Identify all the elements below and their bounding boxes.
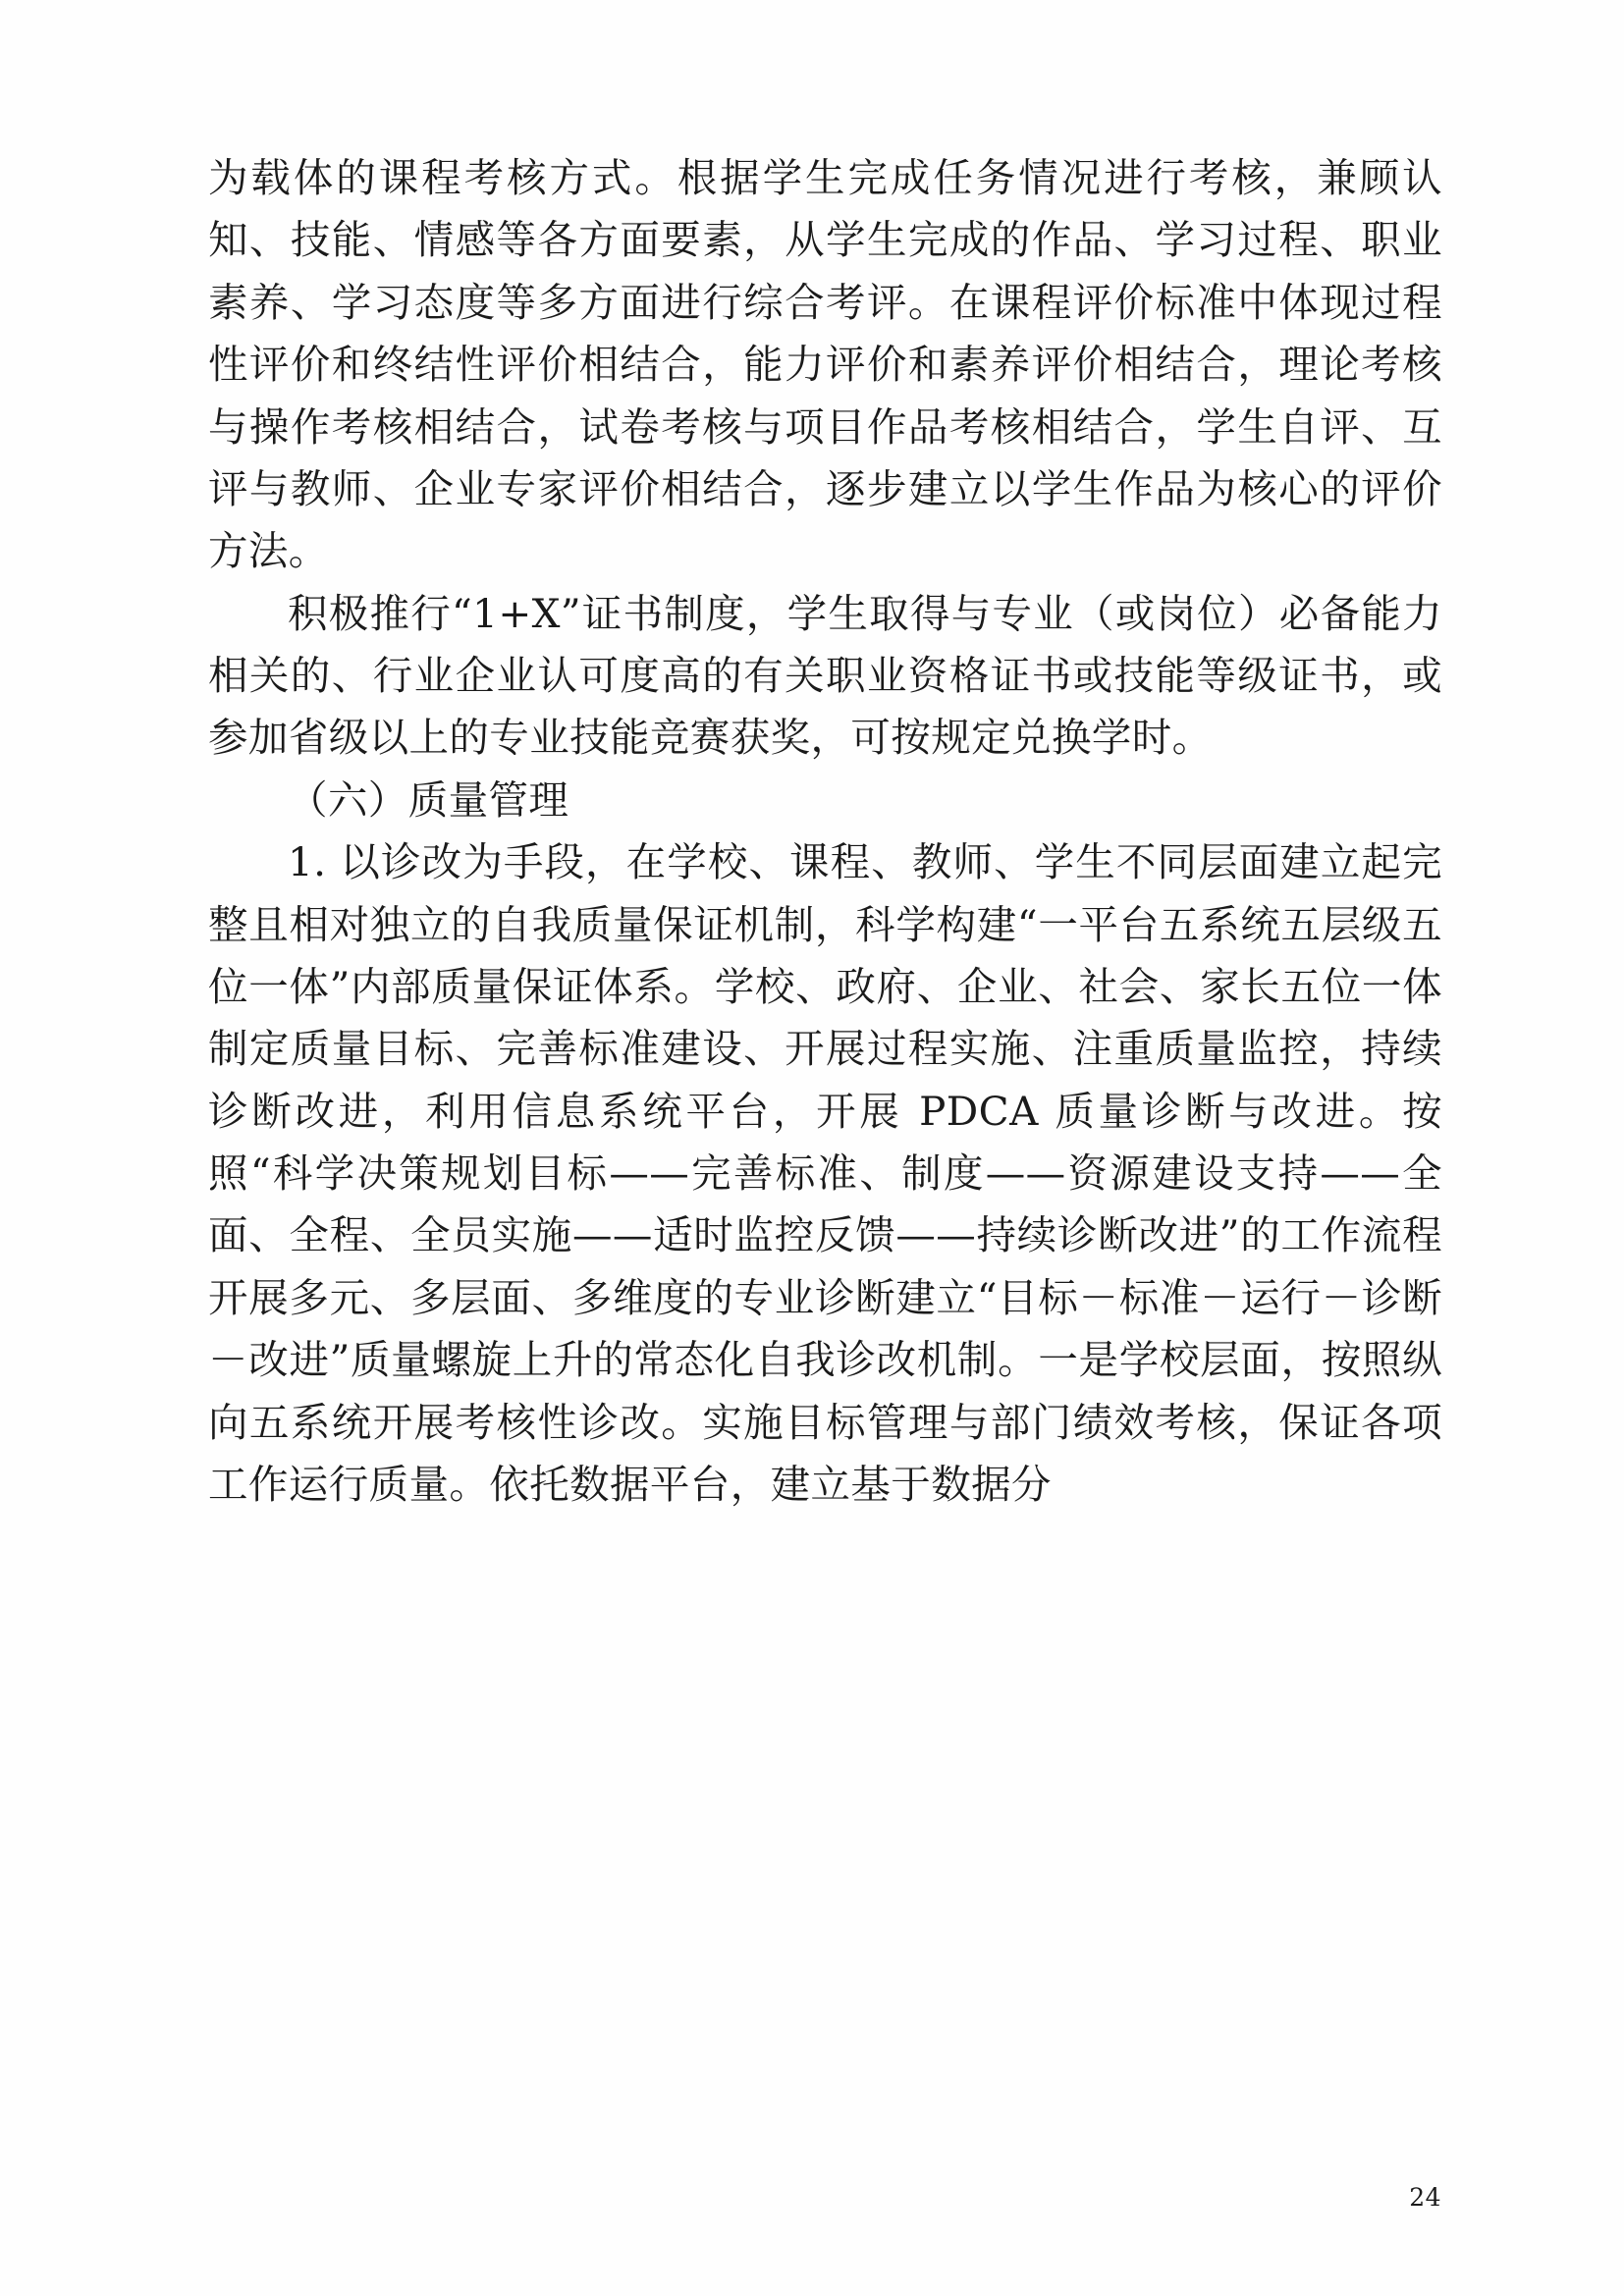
- paragraph-quality-item-1: 1. 以诊改为手段，在学校、课程、教师、学生不同层面建立起完整且相对独立的自我质量保证机制，科学构建“一平台五系统五层级五位一体”内部质量保证体系。学校、政府、企业、社会、家长五位一体制定质量目标、完善标准建设、开展过程实施、注重质量监控，持续诊断改进，利用信息系统平台，开展 PDCA 质量诊断与改进。按照“科学决策规划目标——完善标准、制度——资源建设支持——全面、全程、全员实施——适时监控反馈——持续诊断改进”的工作流程开展多元、多层面、多维度的专业诊断建立“目标－标准－运行－诊断－改进”质量螺旋上升的常态化自我诊改机制。一是学校层面，按照纵向五系统开展考核性诊改。实施目标管理与部门绩效考核，保证各项工作运行质量。依托数据平台，建立基于数据分: [208, 838, 1442, 1508]
- heading-quality-management: （六）质量管理: [288, 775, 569, 824]
- paragraph-certificate-system: 积极推行“1+X”证书制度，学生取得与专业（或岗位）必备能力相关的、行业企业认可度高的有关职业资格证书或技能等级证书，或参加省级以上的专业技能竞赛获奖，可按规定兑换学时。: [208, 589, 1442, 762]
- paragraph-course-assessment: 为载体的课程考核方式。根据学生完成任务情况进行考核，兼顾认知、技能、情感等各方面要素，从学生完成的作品、学习过程、职业素养、学习态度等多方面进行综合考评。在课程评价标准中体现过程性评价和终结性评价相结合，能力评价和素养评价相结合，理论考核与操作考核相结合，试卷考核与项目作品考核相结合，学生自评、互评与教师、企业专家评价相结合，逐步建立以学生作品为核心的评价方法。: [208, 154, 1442, 575]
- page-number: 24: [1409, 2183, 1441, 2212]
- document-body: [208, 147, 1442, 1516]
